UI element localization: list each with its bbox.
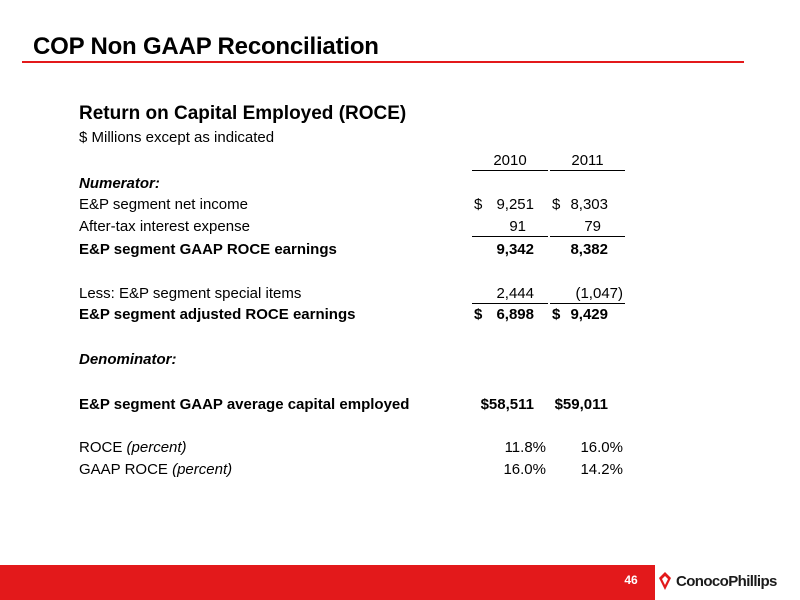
logo-mark-icon: [657, 571, 673, 591]
subtotal-rule-2010: [472, 303, 548, 304]
page-number: 46: [624, 573, 638, 587]
value-2011: 14.2%: [580, 461, 623, 478]
table-row: [0, 217, 800, 237]
table-row: [0, 174, 800, 194]
value-2010: $58,511: [480, 396, 534, 413]
value-2010: 16.0%: [503, 461, 546, 478]
table-row: [0, 460, 800, 480]
logo-text: ConocoPhillips: [676, 573, 777, 590]
value-2010: 6,898: [496, 306, 534, 323]
value-2011: 16.0%: [580, 439, 623, 456]
row-label-main: GAAP ROCE: [79, 461, 173, 478]
denominator-heading: Denominator:: [79, 351, 177, 368]
table-row: [0, 240, 800, 260]
dollar-sign: $: [474, 196, 483, 213]
subtotal-rule-2010: [472, 236, 548, 237]
row-label-unit: (percent): [126, 439, 187, 456]
row-label: [79, 438, 187, 458]
row-label: After-tax interest expense: [79, 218, 250, 235]
column-header-row: [0, 151, 800, 171]
company-logo: [655, 565, 800, 600]
subtotal-rule-2011: [550, 236, 625, 237]
value-2011: $59,011: [554, 396, 608, 413]
row-label: E&P segment adjusted ROCE earnings: [79, 306, 356, 323]
row-label: E&P segment net income: [79, 196, 248, 213]
row-label: E&P segment GAAP average capital employed: [79, 396, 410, 413]
dollar-sign: $: [552, 306, 561, 323]
table-row: [0, 438, 800, 458]
footer-bar: [0, 565, 655, 600]
row-label: [79, 460, 232, 480]
slide-title: COP Non GAAP Reconciliation: [33, 33, 379, 60]
value-2011: (1,047): [575, 285, 623, 302]
row-label: Less: E&P segment special items: [79, 285, 302, 302]
numerator-heading: Numerator:: [79, 175, 160, 192]
column-header-2010: 2010: [493, 152, 527, 169]
dollar-sign: $: [474, 306, 483, 323]
subtotal-rule-2011: [550, 303, 625, 304]
value-2010: 91: [509, 218, 526, 235]
row-label: E&P segment GAAP ROCE earnings: [79, 241, 337, 258]
value-2011: 8,303: [570, 196, 608, 213]
table-row: [0, 284, 800, 304]
column-header-2010-underline: [472, 170, 548, 171]
table-row: [0, 305, 800, 325]
table-caption: $ Millions except as indicated: [79, 129, 275, 146]
column-header-2011-underline: [550, 170, 625, 171]
table-row: [0, 350, 800, 370]
value-2011: 8,382: [570, 241, 608, 258]
value-2010: 11.8%: [504, 439, 546, 456]
value-2010: 2,444: [496, 285, 534, 302]
dollar-sign: $: [552, 196, 561, 213]
value-2011: 79: [584, 218, 601, 235]
row-label-main: ROCE: [79, 439, 127, 456]
value-2011: 9,429: [570, 306, 608, 323]
table-title: Return on Capital Employed (ROCE): [79, 103, 407, 124]
value-2010: 9,342: [496, 241, 534, 258]
row-label-unit: (percent): [172, 461, 233, 478]
table-row: [0, 395, 800, 415]
value-2010: 9,251: [496, 196, 534, 213]
table-row: [0, 195, 800, 215]
column-header-2011: 2011: [571, 152, 604, 169]
